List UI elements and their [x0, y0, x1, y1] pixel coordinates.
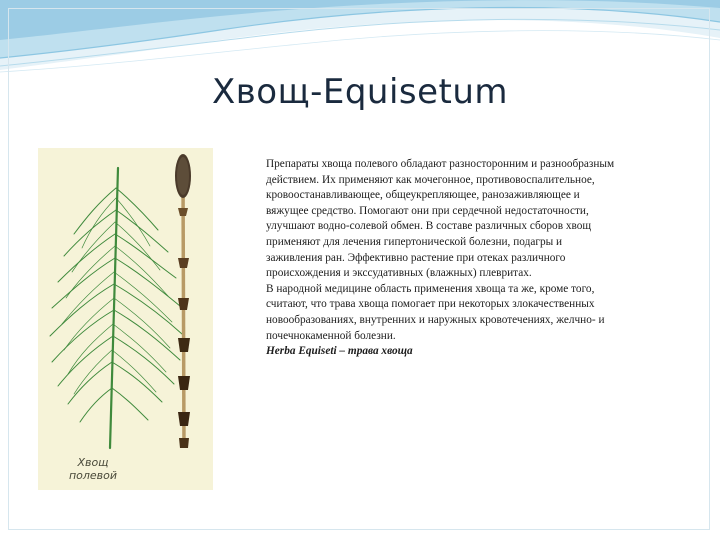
latin-name-line: Herba Equiseti – трава хвоща: [266, 345, 413, 358]
paragraph-folk-medicine: В народной медицине область применения хвоща та же, кроме того, считают, что трава хвоща помогает при некоторых злокачественных новообразованиях, внутренних и наружных кровотечениях, желчно- и почечнокаменной болезни.: [266, 282, 605, 342]
illustration-caption: [38, 456, 148, 482]
horsetail-illustration: [38, 148, 213, 490]
paragraph-pharmacology: Препараты хвоща полевого обладают разносторонним и разнообразным действием. Их применяют как мочегонное, противовоспалительное, кровоостанавливающее, общеукрепляющее, ранозаживляющее и вяжущее средство. Помогают они при сердечной недостаточности, улучшают водно-солевой обмен. В составе различных сборов хвощ применяют для лечения гипертонической болезни, подагры и заживления ран. Эффективно растение при отеках различного происхождения и экссудативных (влажных) плевритах.: [266, 158, 615, 280]
header-wave-decoration: [0, 0, 720, 80]
slide-title: Хвощ-Equisetum: [211, 72, 509, 112]
slide-body-text: [266, 157, 616, 360]
horsetail-plant-drawing: [38, 148, 213, 490]
caption-line-1: Хвощ: [77, 456, 109, 469]
caption-line-2: полевой: [68, 469, 118, 482]
